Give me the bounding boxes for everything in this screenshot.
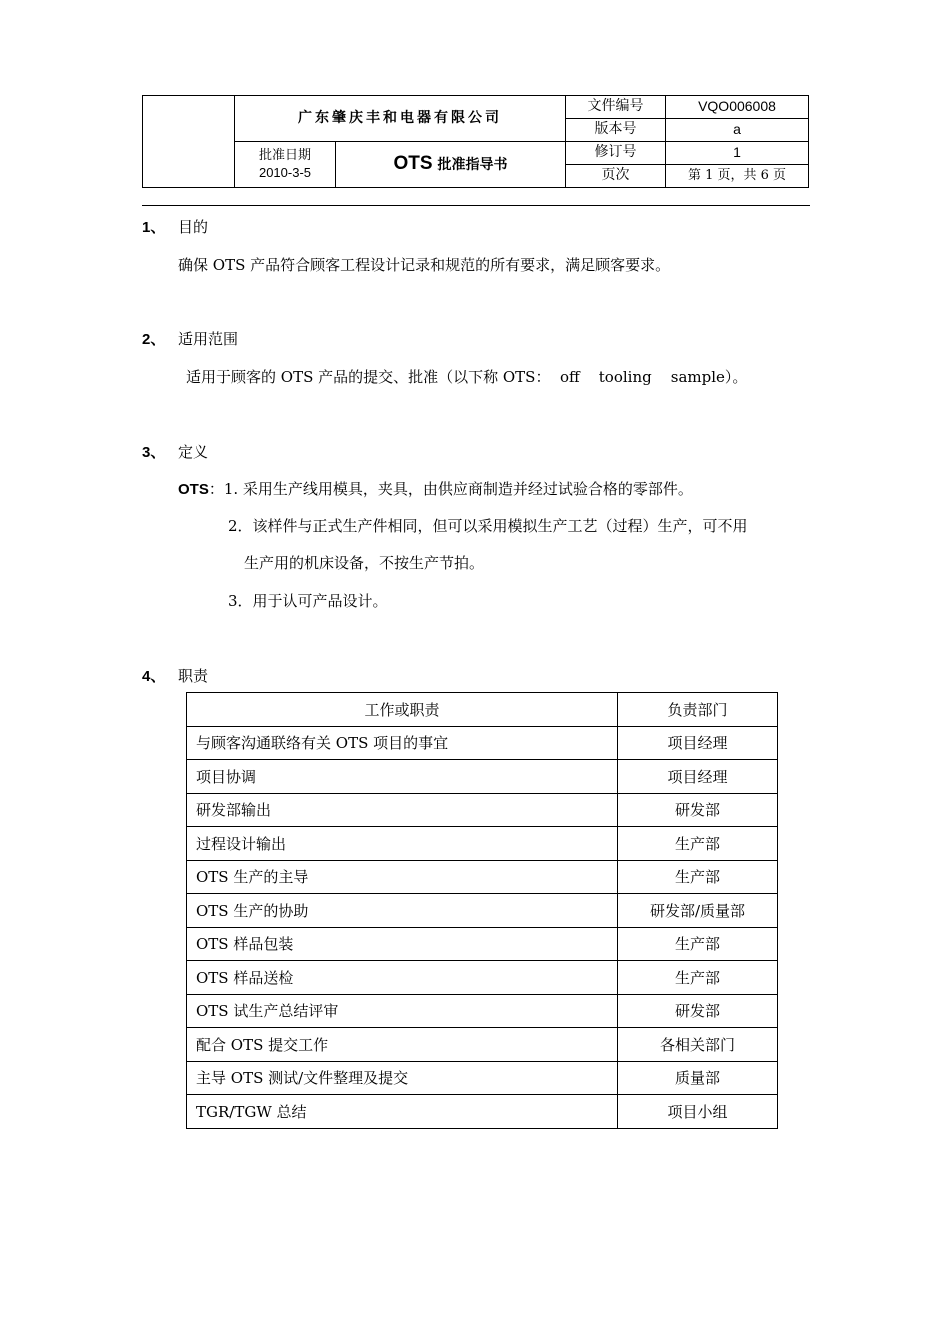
section-1-number: 1、 <box>142 219 166 236</box>
approval-label: 批准日期 <box>258 147 311 163</box>
table-row <box>187 894 778 928</box>
table-row <box>187 793 778 827</box>
company-name: 广东肇庆丰和电器有限公司 <box>235 96 566 142</box>
duty-cell: OTS 生产的协助 <box>187 894 618 928</box>
duty-cell: 配合 OTS 提交工作 <box>187 1028 618 1062</box>
section-1-body: 确保 OTS 产品符合顾客工程设计记录和规范的所有要求，满足顾客要求。 <box>178 256 671 274</box>
section-4-number: 4、 <box>142 668 166 685</box>
definition-item-1: ：1. 采用生产线用模具，夹具，由供应商制造并经过试验合格的零部件。 <box>208 480 693 498</box>
page-value: 第 1 页，共 6 页 <box>666 165 809 188</box>
logo-cell <box>143 96 235 188</box>
section-3-title: 定义 <box>178 443 209 461</box>
section-2-number: 2、 <box>142 331 166 348</box>
page-label: 页次 <box>566 165 666 188</box>
version-label: 版本号 <box>566 119 666 142</box>
duty-cell: OTS 样品包装 <box>187 927 618 961</box>
dept-cell: 生产部 <box>618 860 778 894</box>
definition-line-1 <box>178 478 693 499</box>
dept-cell: 各相关部门 <box>618 1028 778 1062</box>
duty-cell: 项目协调 <box>187 760 618 794</box>
table-row <box>187 1028 778 1062</box>
approval-date: 2010-3-5 <box>258 164 312 180</box>
table-row <box>187 1061 778 1095</box>
definition-term: OTS <box>178 481 209 498</box>
document-header-table <box>142 95 809 188</box>
duty-cell: OTS 样品送检 <box>187 961 618 995</box>
definition-item-2-cont: 生产用的机床设备，不按生产节拍。 <box>244 554 485 572</box>
revision-value: 1 <box>666 142 809 165</box>
duty-cell: OTS 生产的主导 <box>187 860 618 894</box>
duty-cell: 主导 OTS 测试/文件整理及提交 <box>187 1061 618 1095</box>
document-title-latin: OTS <box>393 153 433 175</box>
version-value: a <box>666 119 809 142</box>
duty-cell: OTS 试生产总结评审 <box>187 994 618 1028</box>
duty-cell: 研发部输出 <box>187 793 618 827</box>
table-header-row <box>187 693 778 727</box>
dept-cell: 项目经理 <box>618 726 778 760</box>
responsibility-table <box>186 692 778 1129</box>
doc-number-label: 文件编号 <box>566 96 666 119</box>
section-3-number: 3、 <box>142 444 166 461</box>
dept-cell: 研发部 <box>618 793 778 827</box>
duty-cell: TGR/TGW 总结 <box>187 1095 618 1129</box>
table-row <box>187 994 778 1028</box>
duty-cell: 与顾客沟通联络有关 OTS 项目的事宜 <box>187 726 618 760</box>
dept-cell: 研发部/质量部 <box>618 894 778 928</box>
table-row <box>187 827 778 861</box>
duty-cell: 过程设计输出 <box>187 827 618 861</box>
dept-cell: 生产部 <box>618 927 778 961</box>
header-divider <box>142 205 810 206</box>
header-dept: 负责部门 <box>618 693 778 727</box>
section-3-heading <box>142 441 208 462</box>
document-title-cn: 批准指导书 <box>437 157 508 174</box>
table-row <box>187 927 778 961</box>
table-row <box>187 961 778 995</box>
section-4-heading <box>142 665 208 686</box>
table-row <box>187 760 778 794</box>
section-1-heading <box>142 216 208 237</box>
approval-cell <box>235 142 336 188</box>
dept-cell: 生产部 <box>618 827 778 861</box>
dept-cell: 生产部 <box>618 961 778 995</box>
dept-cell: 研发部 <box>618 994 778 1028</box>
section-2-heading <box>142 328 238 349</box>
dept-cell: 项目小组 <box>618 1095 778 1129</box>
table-row <box>187 860 778 894</box>
definition-item-3: 3．用于认可产品设计。 <box>228 592 388 610</box>
document-title <box>336 142 566 188</box>
dept-cell: 项目经理 <box>618 760 778 794</box>
table-row <box>187 1095 778 1129</box>
revision-label: 修订号 <box>566 142 666 165</box>
table-row <box>187 726 778 760</box>
definition-item-2: 2．该样件与正式生产件相同，但可以采用模拟生产工艺（过程）生产，可不用 <box>228 517 748 535</box>
section-1-title: 目的 <box>178 218 209 236</box>
doc-number-value: VQO006008 <box>666 96 809 119</box>
section-2-title: 适用范围 <box>178 330 239 348</box>
section-2-body: 适用于顾客的 OTS 产品的提交、批准（以下称 OTS： off tooling sample）。 <box>186 368 748 386</box>
table-body <box>187 726 778 1128</box>
header-duty: 工作或职责 <box>187 693 618 727</box>
dept-cell: 质量部 <box>618 1061 778 1095</box>
section-4-title: 职责 <box>178 667 209 685</box>
